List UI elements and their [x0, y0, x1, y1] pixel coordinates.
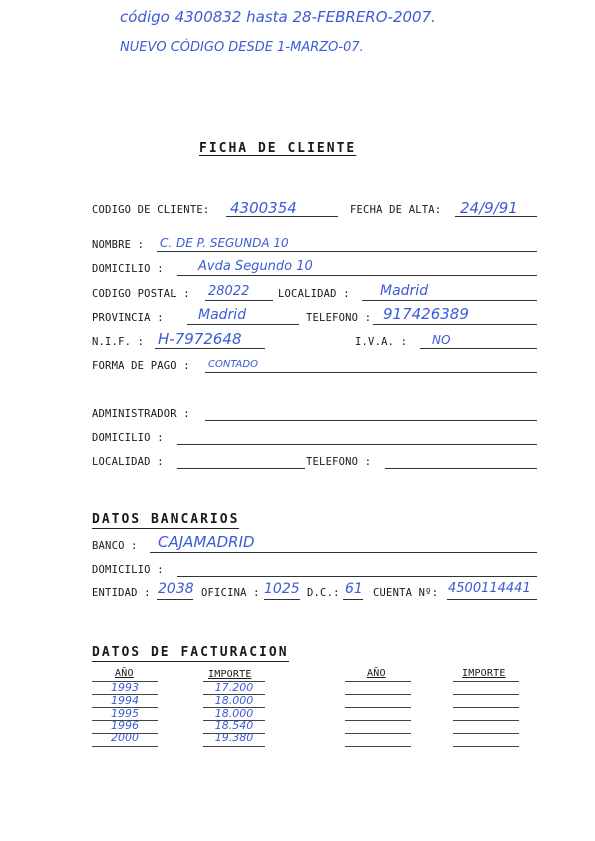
col-amount-right: IMPORTE	[462, 668, 506, 679]
billing-amount[interactable]: 18.000	[214, 707, 254, 720]
billing-year[interactable]: 2000	[111, 731, 139, 744]
col-amount-left: IMPORTE	[208, 669, 252, 680]
cp-value[interactable]: 28022	[208, 284, 250, 299]
cuenta-label: CUENTA Nº:	[373, 587, 439, 599]
telefono-value[interactable]: 917426389	[383, 305, 469, 323]
localidad-label: LOCALIDAD :	[278, 288, 350, 300]
domicilio-label: DOMICILIO :	[92, 263, 164, 275]
billing-amount[interactable]: 17.200	[214, 681, 254, 694]
admin-domicilio-label: DOMICILIO :	[92, 432, 164, 444]
note-new-code: NUEVO CÓDIGO DESDE 1-MARZO-07.	[120, 40, 364, 55]
billing-year[interactable]: 1993	[111, 681, 139, 694]
form-title: FICHA DE CLIENTE	[199, 141, 357, 156]
billing-amount[interactable]: 18.540	[214, 719, 254, 732]
cp-label: CODIGO POSTAL :	[92, 288, 190, 300]
bank-heading: DATOS BANCARIOS	[92, 512, 240, 527]
admin-localidad-label: LOCALIDAD :	[92, 456, 164, 468]
fecha-alta-value[interactable]: 24/9/91	[460, 199, 518, 217]
oficina-value[interactable]: 1025	[264, 581, 300, 597]
billing-year[interactable]: 1995	[111, 707, 139, 720]
nif-label: N.I.F. :	[92, 336, 145, 348]
provincia-value[interactable]: Madrid	[198, 307, 247, 323]
entidad-label: ENTIDAD :	[92, 587, 151, 599]
banco-value[interactable]: CAJAMADRID	[158, 533, 255, 551]
telefono-label: TELEFONO :	[306, 312, 372, 324]
billing-year[interactable]: 1996	[111, 719, 139, 732]
billing-heading: DATOS DE FACTURACION	[92, 645, 289, 660]
nif-value[interactable]: H-7972648	[158, 330, 242, 348]
domicilio-value[interactable]: Avda Segundo 10	[198, 259, 313, 274]
billing-amount[interactable]: 18.000	[214, 694, 254, 707]
billing-year[interactable]: 1994	[111, 694, 139, 707]
iva-value[interactable]: NO	[432, 333, 451, 347]
localidad-value[interactable]: Madrid	[380, 283, 429, 299]
client-code-label: CODIGO DE CLIENTE:	[92, 204, 210, 216]
note-old-code: código 4300832 hasta 28-FEBRERO-2007.	[120, 8, 436, 26]
cuenta-value[interactable]: 4500114441	[448, 581, 531, 596]
entidad-value[interactable]: 2038	[158, 581, 194, 597]
forma-pago-label: FORMA DE PAGO :	[92, 360, 190, 372]
col-year-left: AÑO	[115, 668, 134, 679]
nombre-value[interactable]: C. DE P. SEGUNDA 10	[160, 236, 289, 250]
admin-telefono-label: TELEFONO :	[306, 456, 372, 468]
col-year-right: AÑO	[367, 668, 386, 679]
provincia-label: PROVINCIA :	[92, 312, 164, 324]
iva-label: I.V.A. :	[355, 336, 408, 348]
forma-pago-value[interactable]: CONTADO	[208, 359, 258, 370]
client-code-value[interactable]: 4300354	[230, 199, 297, 217]
fecha-alta-label: FECHA DE ALTA:	[350, 204, 442, 216]
banco-label: BANCO :	[92, 540, 138, 552]
nombre-label: NOMBRE :	[92, 239, 145, 251]
billing-amount[interactable]: 19.380	[214, 731, 254, 744]
administrador-label: ADMINISTRADOR :	[92, 408, 190, 420]
oficina-label: OFICINA :	[201, 587, 260, 599]
dc-label: D.C.:	[307, 587, 340, 599]
dc-value[interactable]: 61	[345, 581, 363, 597]
bank-domicilio-label: DOMICILIO :	[92, 564, 164, 576]
